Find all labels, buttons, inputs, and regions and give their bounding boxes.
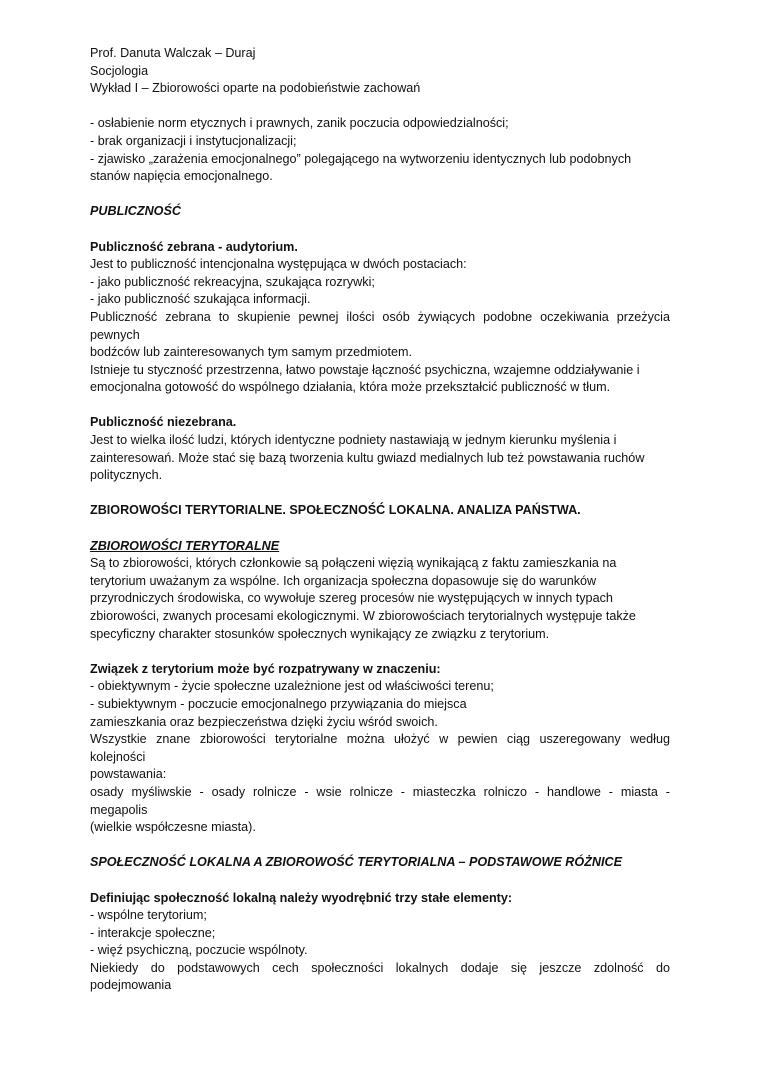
paragraph-line: podejmowania — [90, 978, 172, 993]
subheading-publicznosc-niezebrana: Publiczność niezebrana. — [90, 415, 237, 430]
section-heading-publicznosc: PUBLICZNOŚĆ — [90, 204, 181, 219]
subheading-definiujac: Definiując społeczność lokalną należy wyodrębnić trzy stałe elementy: — [90, 890, 513, 905]
paragraph-line: Jest to wielka ilość ludzi, których identyczne podniety nastawiają w jednym kierunku myślenia i — [90, 433, 617, 448]
paragraph-line: - obiektywnym - życie społeczne uzależnione jest od właściwości terenu; — [90, 679, 494, 694]
subheading-zwiazek-z-terytorium: Związek z terytorium może być rozpatrywany w znaczeniu: — [90, 661, 441, 676]
intro-line: - zjawisko „zarażenia emocjonalnego” polegającego na wytworzeniu identycznych lub podobnych — [90, 151, 632, 166]
subject: Socjologia — [90, 63, 149, 78]
paragraph-line: Jest to publiczność intencjonalna występująca w dwóch postaciach: — [90, 257, 467, 272]
paragraph-line: - subiektywnym - poczucie emocjonalnego przywiązania do miejsca — [90, 696, 467, 711]
paragraph-line: megapolis — [90, 802, 148, 817]
paragraph-line: emocjonalna gotowość do wspólnego działania, która może przekształcić publiczność w tłum. — [90, 380, 611, 395]
paragraph-line: kolejności — [90, 749, 146, 764]
paragraph-line: przyrodniczych środowiska, co wywołuje szereg procesów nie występujących w innych typach — [90, 591, 613, 606]
paragraph-line: zamieszkania oraz bezpieczeństwa dzięki życiu wśród swoich. — [90, 714, 438, 729]
paragraph-line: bodźców lub zainteresowanych tym samym przedmiotem. — [90, 345, 412, 360]
paragraph-line: - wspólne terytorium; — [90, 908, 207, 923]
paragraph-line: Istnieje tu styczność przestrzenna, łatwo powstaje łączność psychiczna, wzajemne oddziaływanie i — [90, 362, 640, 377]
intro-line: - osłabienie norm etycznych i prawnych, zanik poczucia odpowiedzialności; — [90, 116, 509, 131]
subheading-publicznosc-zebrana: Publiczność zebrana - audytorium. — [90, 239, 298, 254]
paragraph-line: politycznych. — [90, 468, 163, 483]
section-heading-roznice: SPOŁECZNOŚĆ LOKALNA A ZBIOROWOŚĆ TERYTORIALNA – PODSTAWOWE RÓŻNICE — [90, 855, 622, 870]
paragraph-line: (wielkie współczesne miasta). — [90, 820, 256, 835]
section-heading-terytorialne: ZBIOROWOŚCI TERYTORIALNE. SPOŁECZNOŚĆ LOKALNA. ANALIZA PAŃSTWA. — [90, 503, 581, 518]
paragraph-line: terytorium uważanym za wspólne. Ich organizacja społeczna dopasowuje się do warunków — [90, 573, 597, 588]
author: Prof. Danuta Walczak – Duraj — [90, 46, 256, 60]
document-page — [90, 45, 670, 995]
paragraph-line: - więź psychiczną, poczucie wspólnoty. — [90, 943, 308, 958]
paragraph-line: osady myśliwskie - osady rolnicze - wsie rolnicze - miasteczka rolniczo - handlowe - miasta - — [90, 784, 670, 799]
paragraph-line: specyficzny charakter stosunków społecznych wynikający ze związku z terytorium. — [90, 626, 550, 641]
paragraph-line: Są to zbiorowości, których członkowie są połączeni więzią wynikającą z faktu zamieszkania na — [90, 556, 617, 571]
intro-line: - brak organizacji i instytucjonalizacji; — [90, 133, 297, 148]
intro-line: stanów napięcia emocjonalnego. — [90, 169, 273, 184]
paragraph-line: powstawania: — [90, 767, 167, 782]
paragraph-line: - interakcje społeczne; — [90, 925, 216, 940]
paragraph-line: - jako publiczność szukająca informacji. — [90, 292, 311, 307]
lecture-title: Wykład I – Zbiorowości oparte na podobieństwie zachowań — [90, 81, 421, 96]
paragraph-line: Publiczność zebrana to skupienie pewnej ilości osób żywiących podobne oczekiwania przeżycia — [90, 309, 670, 324]
paragraph-line: zbiorowości, zwanych procesami ekologicznymi. W zbiorowościach terytorialnych występuje także — [90, 609, 636, 623]
paragraph-line: pewnych — [90, 327, 140, 342]
paragraph-line: zainteresowań. Może stać się bazą tworzenia kultu gwiazd medialnych lub też powstawania ruchów — [90, 450, 645, 465]
paragraph-line: Niekiedy do podstawowych cech społeczności lokalnych dodaje się jeszcze zdolność do — [90, 960, 670, 975]
paragraph-line: - jako publiczność rekreacyjna, szukająca rozrywki; — [90, 274, 375, 289]
paragraph-line: Wszystkie znane zbiorowości terytorialne można ułożyć w pewien ciąg uszeregowany według — [90, 732, 670, 747]
subheading-zbiorowosci-terytoralne: ZBIOROWOŚCI TERYTORALNE — [90, 538, 280, 553]
